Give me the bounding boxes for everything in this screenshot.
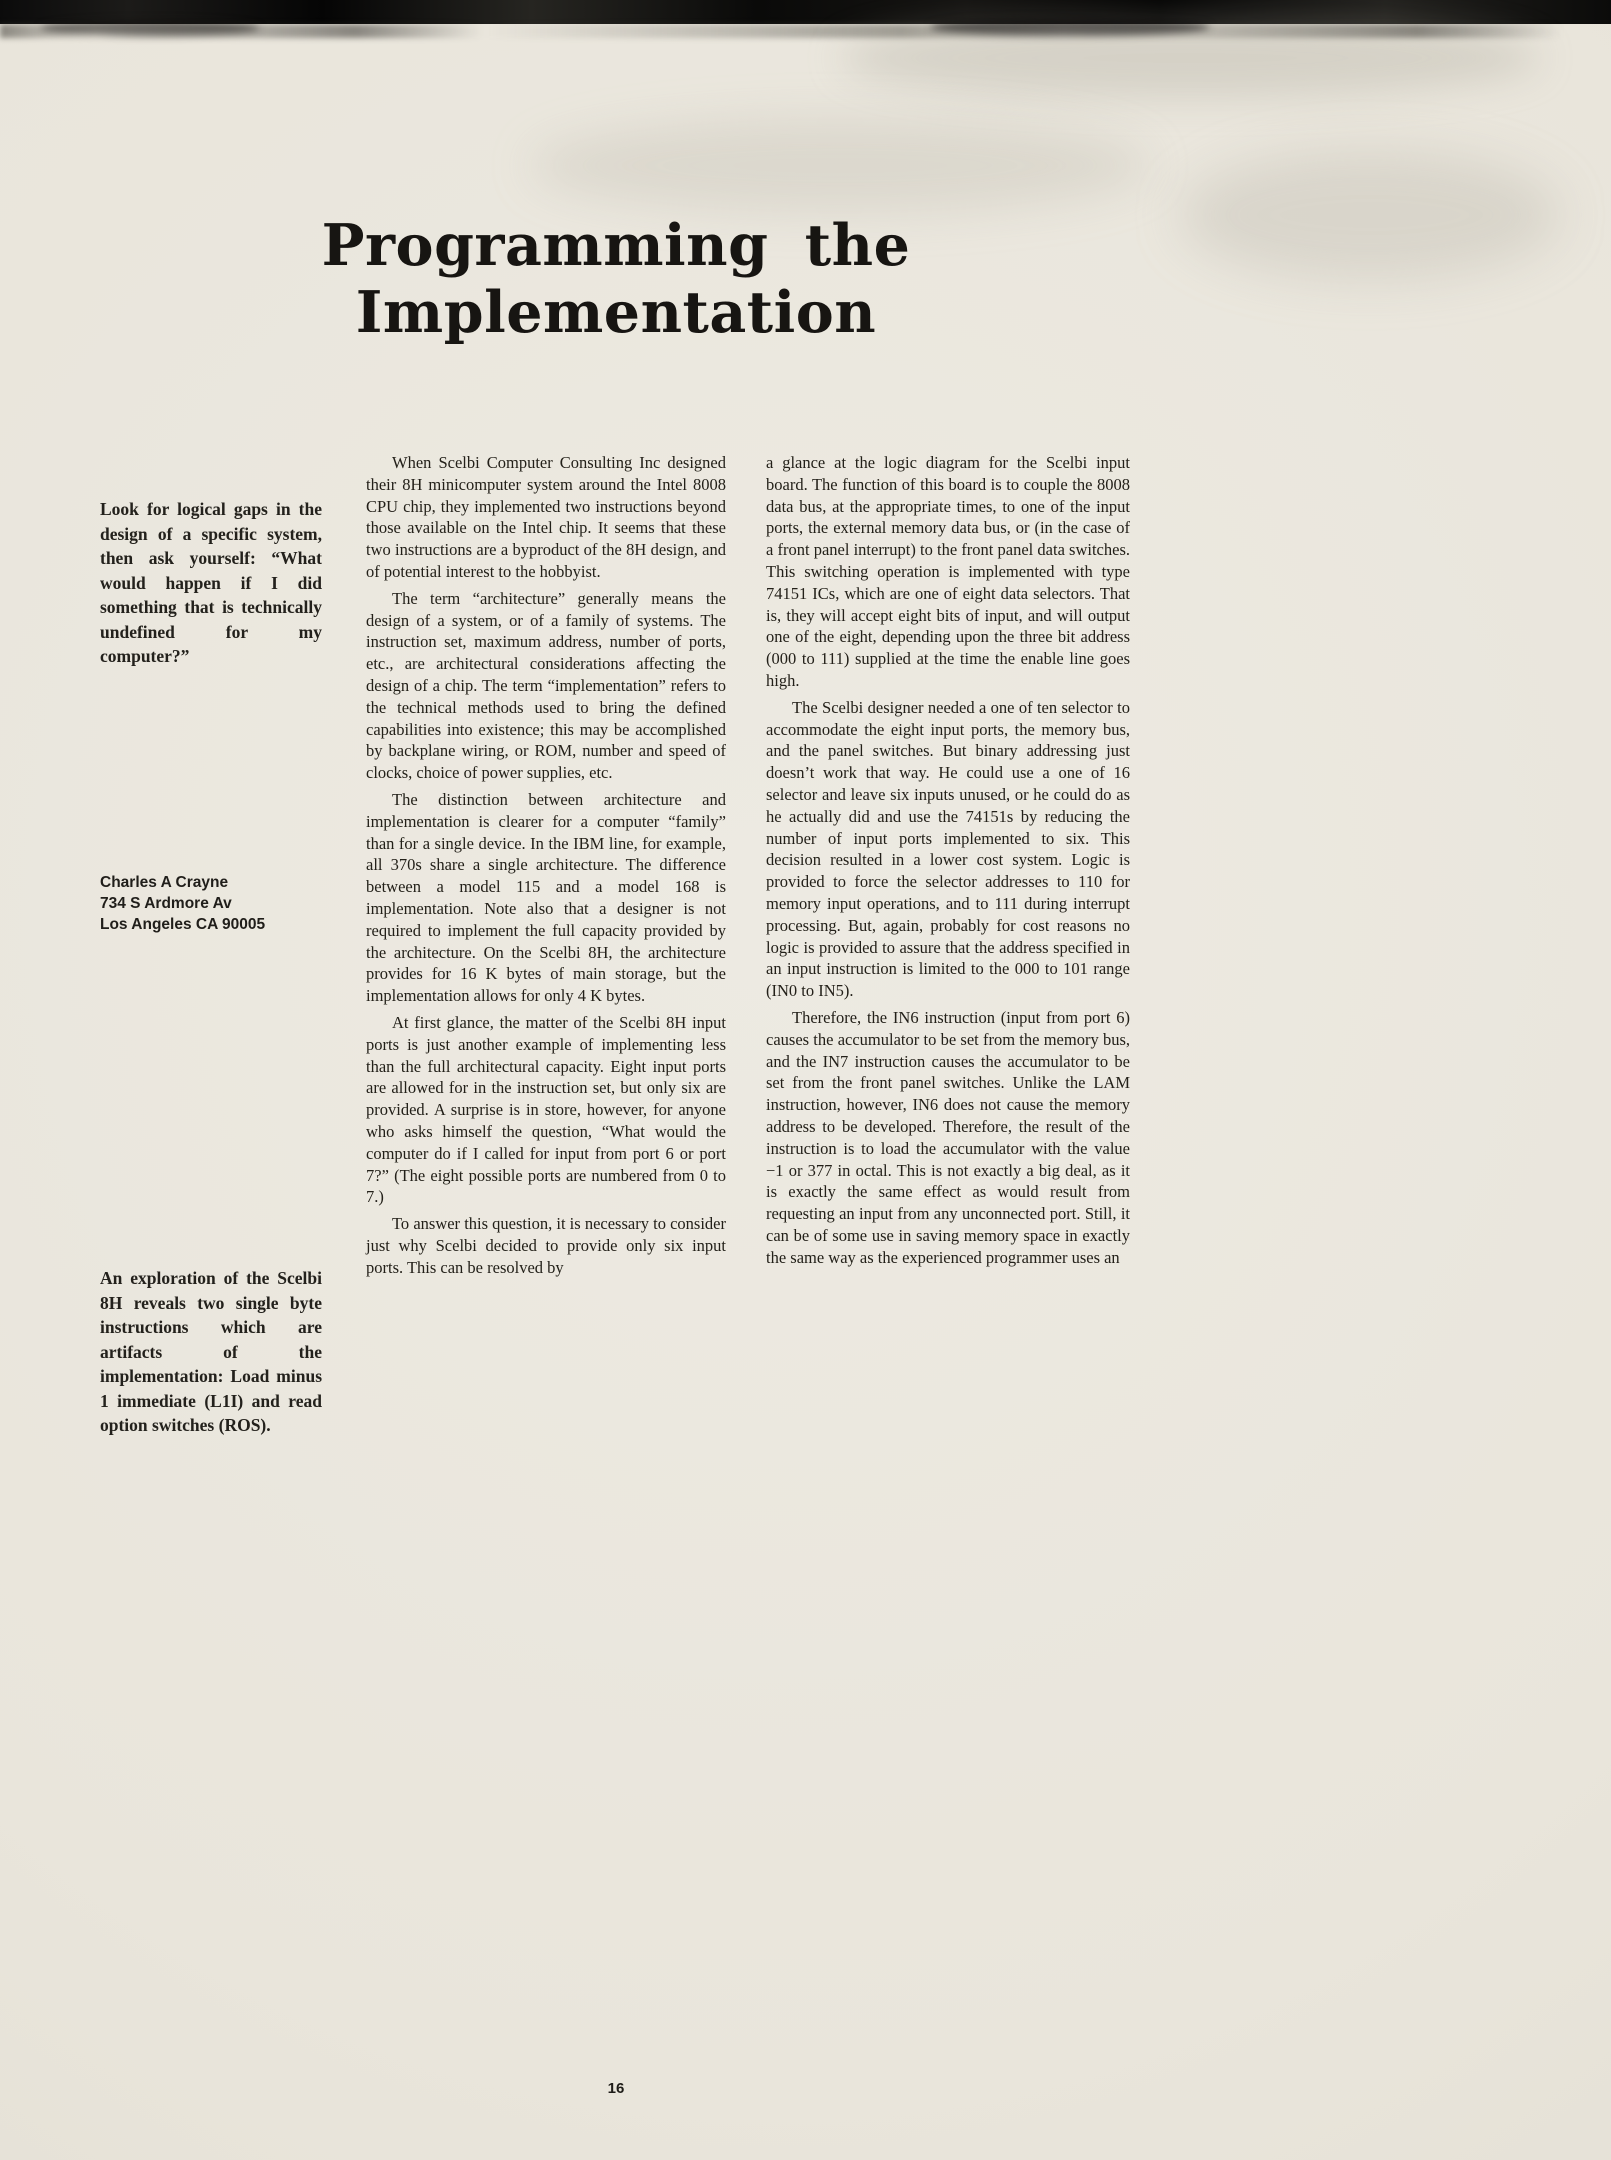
scan-artifact-smudge: [1180, 150, 1560, 280]
page-number: 16: [607, 2080, 625, 2097]
author-address-line-2: Los Angeles CA 90005: [100, 916, 266, 933]
right-column: [766, 452, 1130, 1273]
paragraph: At first glance, the matter of the Scelbi 8H input ports is just another example of implementing less than the full architectural capacity. Eight input ports are allowed for in the instruction set, but only six are provided. A surprise is in store, however, for anyone who asks himself the question, “What would the computer do if I called for input from port 6 or port 7?” (The eight possible ports are numbered from 0 to 7.): [366, 1012, 726, 1207]
left-column: [100, 0, 322, 2160]
pull-quote-2: An exploration of the Scelbi 8H reveals two single byte instructions which are artifacts of the implementation: Load minus 1 immediate (L1I) and read option switches (ROS).: [100, 1268, 322, 1435]
paragraph: The Scelbi designer needed a one of ten selector to accommodate the eight input ports, the memory bus, and the panel switches. But binary addressing just doesn’t work that way. He could use a one of 16 selector and leave six inputs unused, or he could do as he actually did and use the 74151s by reducing the number of input ports implemented to six. This decision resulted in a lower cost system. Logic is provided to force the selector addresses to 110 for memory input operations, and to 111 during interrupt processing. But, again, probably for cost reasons no logic is provided to assure that the address specified in an input instruction is limited to the 000 to 101 range (IN0 to IN5).: [766, 697, 1130, 1001]
author-address-line-1: 734 S Ardmore Av: [100, 895, 232, 912]
scan-artifact-smudge: [530, 118, 1150, 213]
paragraph: Therefore, the IN6 instruction (input from port 6) causes the accumulator to be set from the memory bus, and the IN7 instruction causes the accumulator to be set from the front panel switches. Unlike the LAM instruction, however, IN6 does not cause the memory address to be developed. Therefore, the result of the instruction is to load the accumulator with the value −1 or 377 in octal. This is not exactly a big deal, as it is exactly the same effect as would result from requesting an input from any unconnected port. Still, it can be of some use in saving memory space in exactly the same way as the experienced programmer uses an: [766, 1007, 1130, 1267]
middle-column: [366, 452, 726, 1283]
author-block: [100, 872, 322, 935]
paragraph: The term “architecture” generally means the design of a system, or of a family of systems. The instruction set, maximum address, number of ports, etc., are architectural considerations affecting the design of a chip. The term “implementation” refers to the technical methods used to bring the defined capabilities into existence; this may be accomplished by backplane wiring, or ROM, number and speed of clocks, choice of power supplies, etc.: [366, 588, 726, 783]
author-name: Charles A Crayne: [100, 874, 229, 891]
paragraph: a glance at the logic diagram for the Scelbi input board. The function of this board is to couple the 8008 data bus, at the appropriate times, to one of the input ports, the external memory data bus, or (in the case of a front panel interrupt) to the front panel data switches. This switching operation is implemented with type 74151 ICs, which are one of eight data selectors. That is, they will accept eight bits of input, and will output one of the eight, depending upon the three bit address (000 to 111) supplied at the time the enable line goes high.: [766, 453, 1130, 690]
paragraph: When Scelbi Computer Consulting Inc designed their 8H minicomputer system around the Intel 8008 CPU chip, they implemented two instructions beyond those available on the Intel chip. It seems that these two instructions are a byproduct of the 8H design, and of potential interest to the hobbyist.: [366, 453, 726, 581]
paragraph: To answer this question, it is necessary to consider just why Scelbi decided to provide only six input ports. This can be resolved by: [366, 1214, 726, 1277]
pull-quote-1: Look for logical gaps in the design of a specific system, then ask yourself: “What would happen if I did something that is technically undefined for my computer?”: [100, 499, 322, 666]
paragraph: The distinction between architecture and implementation is clearer for a computer “family” than for a single device. In the IBM line, for example, all 370s share a single architecture. The difference between a model 115 and a model 168 is implementation. Note also that a designer is not required to implement the full capacity provided by the architecture. On the Scelbi 8H, the architecture provides for 16 K bytes of main storage, but the implementation allows for only 4 K bytes.: [366, 789, 726, 1006]
article-title: Programming the Implementation: [321, 212, 911, 346]
